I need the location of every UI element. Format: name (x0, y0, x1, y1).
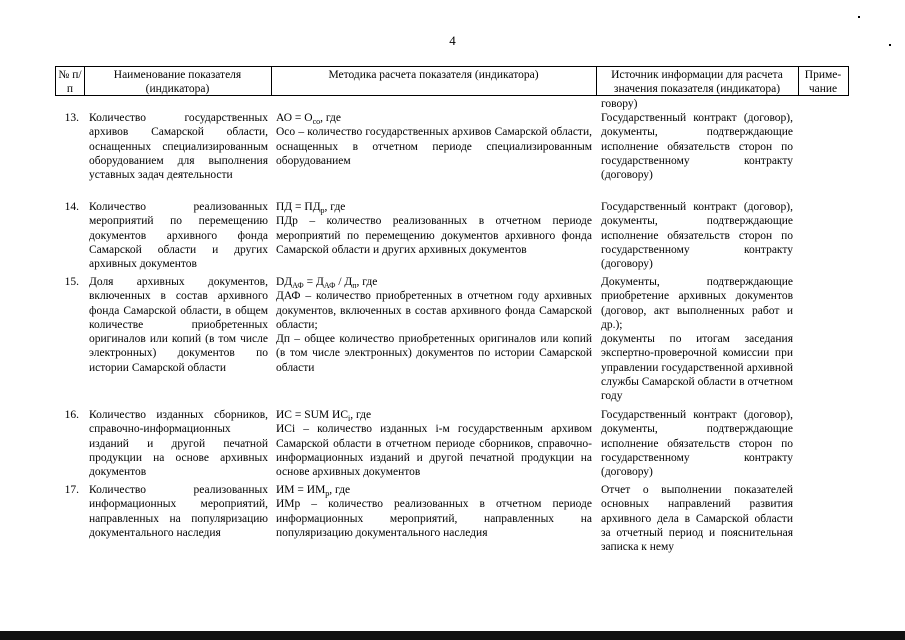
method-description: Дп – общее количество приобретенных оригиналов или копий (в том числе электронных) документов по истории Самарской области (276, 333, 592, 374)
method-cell (276, 111, 592, 168)
header-source: Источник информации для расчета значения показателя (индикатора) (596, 66, 799, 96)
method-cell (276, 200, 592, 257)
formula: ИМ = $ИМ_р$, где (276, 484, 351, 498)
source-cell: Отчет о выполнении показателей основных направлений развития архивного дела в Самарской области за отчетный период и пояснительная записка к нему (601, 484, 793, 554)
method-description: Осо – количество государственных архивов Самарской области, оснащенных в отчетном периоде специализированным оборудованием (276, 126, 592, 167)
indicator-name: Количество изданных сборников, справочно-информационных изданий и другой печатной продукции на основе архивных документов (89, 409, 268, 479)
indicator-name: Количество реализованных информационных мероприятий, направленных на популяризацию документального наследия (89, 484, 268, 539)
method-cell (276, 408, 592, 479)
formula: АО = $О_{со}$, где (276, 112, 341, 126)
carryover-text: говору) (601, 98, 638, 110)
method-cell (276, 275, 592, 375)
scan-speck (858, 16, 860, 18)
method-description: ИМр – количество реализованных в отчетном периоде информационных мероприятий, направленных на популяризацию документального наследия (276, 498, 592, 539)
header-name: Наименование показателя (индикатора) (84, 66, 272, 96)
method-description: ДАФ – количество приобретенных в отчетном году архивных документов, включенных в состав архивного фонда Самарской области; (276, 290, 592, 331)
formula: $DД_{АФ} = Д_{АФ} / Д_п$, где (276, 276, 378, 290)
row-number: 17. (64, 484, 79, 496)
source-cell (601, 275, 793, 404)
source-part: документы по итогам заседания экспертно-проверочной комиссии при управлении государственной архивной службы Самарской области в отчетном году (601, 333, 793, 403)
indicator-name: Доля архивных документов, включенных в состав архивного фонда Самарской области, в общем количестве приобретенных оригиналов или копий (в том числе электронных) документов по истории Самарской области (89, 276, 268, 374)
method-cell (276, 483, 592, 540)
header-method: Методика расчета показателя (индикатора) (271, 66, 597, 96)
source-cell: Государственный контракт (договор), документы, подтверждающие исполнение обязательств сторон по государственному контракту (договору) (601, 112, 793, 182)
formula: ИС = SUM $ИС_i$, где (276, 409, 372, 423)
row-number: 13. (64, 112, 79, 124)
header-note: Приме-чание (798, 66, 849, 96)
source-cell: Государственный контракт (договор), документы, подтверждающие исполнение обязательств сторон по государственному контракту (договору) (601, 201, 793, 271)
indicator-name: Количество реализованных мероприятий по перемещению документов архивного фонда Самарской области и других архивных документов (89, 201, 268, 271)
row-number: 15. (64, 276, 79, 288)
row-number: 16. (64, 409, 79, 421)
source-cell: Государственный контракт (договор), документы, подтверждающие исполнение обязательств сторон по государственному контракту (договору) (601, 409, 793, 479)
scan-bottom-edge (0, 631, 905, 640)
indicator-name: Количество государственных архивов Самарской области, оснащенных специализированным оборудованием для выполнения уставных задач деятельности (89, 112, 268, 182)
source-part: Документы, подтверждающие приобретение архивных документов (договор, акт выполненных работ и др.); (601, 276, 793, 331)
header-no: № п/п (55, 66, 85, 96)
method-description: ИСi – количество изданных i-м государственным архивом Самарской области в отчетном периоде сборников, справочно-информационных изданий и другой печатной продукции на основе архивных документов (276, 423, 592, 479)
row-number: 14. (64, 201, 79, 213)
method-description: ПДр – количество реализованных в отчетном периоде мероприятий по перемещению документов архивного фонда Самарской области и других архивных документов (276, 215, 592, 256)
page-number: 4 (449, 33, 456, 48)
formula: ПД = $ПД_р$, где (276, 201, 346, 215)
